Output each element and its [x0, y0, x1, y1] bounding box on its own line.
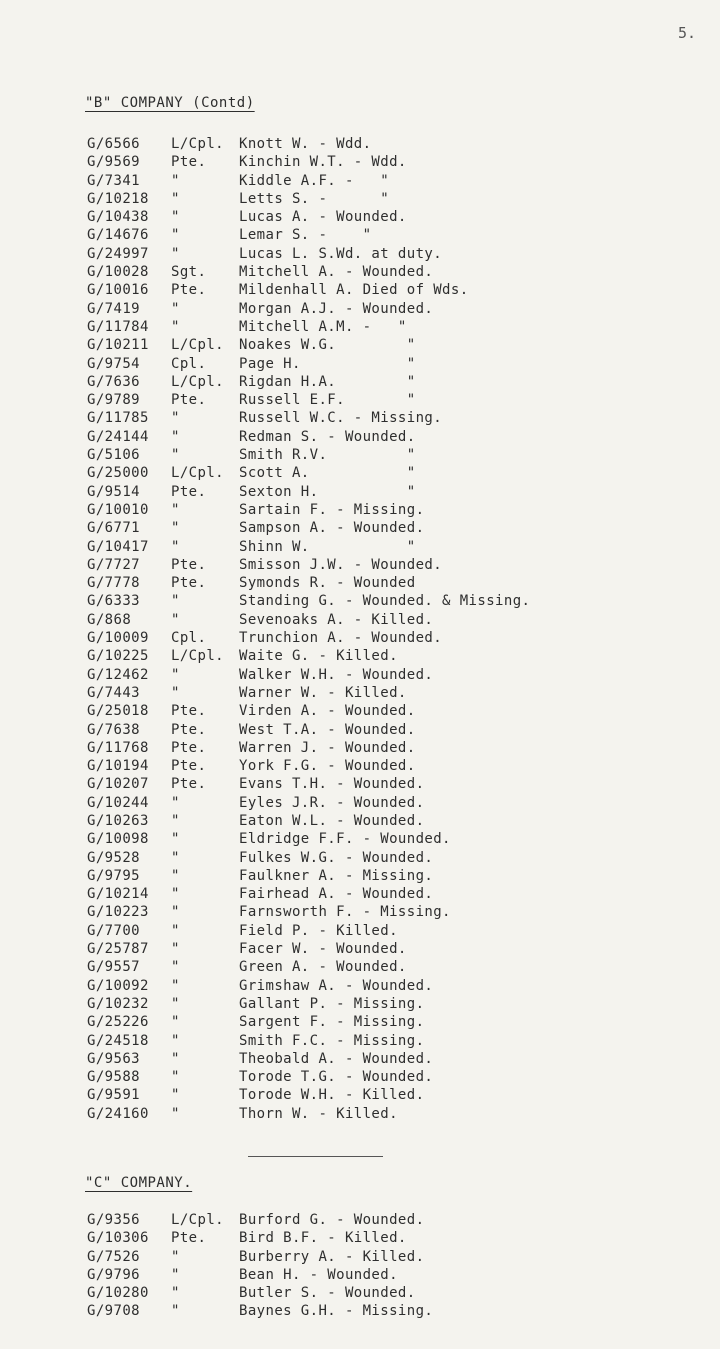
name-and-status: Kiddle A.F. - ": [239, 172, 390, 189]
name-and-status: Burford G. - Wounded.: [239, 1212, 425, 1228]
service-number: G/10207: [87, 776, 149, 793]
rank: Pte.: [171, 154, 207, 171]
service-number: G/9528: [87, 849, 140, 866]
service-number: G/9563: [87, 1050, 140, 1067]
service-number: G/10009: [87, 630, 149, 647]
roll-entry: [87, 501, 530, 519]
name-and-status: Lucas A. - Wounded.: [239, 209, 407, 226]
service-number: G/10211: [87, 337, 149, 354]
service-number: G/24144: [87, 428, 149, 445]
service-number: G/25787: [87, 941, 149, 958]
rank: ": [171, 849, 180, 866]
roll-entry: [87, 794, 530, 812]
rank: ": [171, 941, 180, 958]
service-number: G/10244: [87, 794, 149, 811]
name-and-status: Waite G. - Killed.: [239, 648, 398, 665]
rank: Pte.: [171, 758, 207, 775]
name-and-status: Scott A. ": [239, 465, 416, 482]
rank: ": [171, 1069, 180, 1086]
name-and-status: Bean H. - Wounded.: [239, 1266, 398, 1283]
service-number: G/10263: [87, 812, 149, 829]
name-and-status: Warner W. - Killed.: [239, 684, 407, 701]
service-number: G/9796: [87, 1266, 140, 1283]
service-number: G/9588: [87, 1069, 140, 1086]
roll-entry: [87, 263, 530, 281]
service-number: G/25000: [87, 465, 149, 482]
roll-entry: [87, 885, 530, 903]
name-and-status: Smisson J.W. - Wounded.: [239, 556, 443, 573]
roll-entry: [87, 245, 530, 263]
roll-entry: [87, 721, 530, 739]
service-number: G/11784: [87, 318, 149, 335]
rank: ": [171, 300, 180, 317]
c-company-roll: [87, 1211, 433, 1321]
service-number: G/10232: [87, 995, 149, 1012]
service-number: G/6771: [87, 520, 140, 537]
rank: ": [171, 922, 180, 939]
roll-entry: [87, 1284, 433, 1302]
roll-entry: [87, 849, 530, 867]
roll-entry: [87, 977, 530, 995]
service-number: G/7778: [87, 575, 140, 592]
rank: Pte.: [171, 776, 207, 793]
name-and-status: Warren J. - Wounded.: [239, 739, 416, 756]
service-number: G/6566: [87, 136, 140, 152]
rank: ": [171, 1248, 180, 1265]
service-number: G/9514: [87, 483, 140, 500]
c-company-heading: "C" COMPANY.: [85, 1175, 193, 1191]
name-and-status: Shinn W. ": [239, 538, 416, 555]
service-number: G/10010: [87, 501, 149, 518]
name-and-status: Sartain F. - Missing.: [239, 501, 425, 518]
service-number: G/25018: [87, 703, 149, 720]
name-and-status: Virden A. - Wounded.: [239, 703, 416, 720]
name-and-status: Eldridge F.F. - Wounded.: [239, 831, 451, 848]
roll-entry: [87, 867, 530, 885]
rank: ": [171, 172, 180, 189]
name-and-status: Faulkner A. - Missing.: [239, 867, 434, 884]
service-number: G/10417: [87, 538, 149, 555]
name-and-status: Eyles J.R. - Wounded.: [239, 794, 425, 811]
service-number: G/14676: [87, 227, 149, 244]
name-and-status: Knott W. - Wdd.: [239, 136, 372, 152]
service-number: G/12462: [87, 666, 149, 683]
rank: ": [171, 318, 180, 335]
roll-entry: [87, 153, 530, 171]
name-and-status: Facer W. - Wounded.: [239, 941, 407, 958]
service-number: G/7526: [87, 1248, 140, 1265]
service-number: G/868: [87, 611, 132, 628]
service-number: G/5106: [87, 447, 140, 464]
service-number: G/9708: [87, 1303, 140, 1320]
rank: Pte.: [171, 739, 207, 756]
section-divider: [248, 1156, 383, 1157]
rank: Pte.: [171, 1230, 207, 1247]
service-number: G/10214: [87, 886, 149, 903]
rank: ": [171, 245, 180, 262]
roll-entry: [87, 409, 530, 427]
name-and-status: Fulkes W.G. - Wounded.: [239, 849, 434, 866]
service-number: G/9789: [87, 392, 140, 409]
roll-entry: [87, 135, 530, 153]
service-number: G/10438: [87, 209, 149, 226]
rank: Pte.: [171, 483, 207, 500]
name-and-status: Morgan A.J. - Wounded.: [239, 300, 434, 317]
rank: ": [171, 611, 180, 628]
rank: Sgt.: [171, 264, 207, 281]
name-and-status: Eaton W.L. - Wounded.: [239, 812, 425, 829]
roll-entry: [87, 1248, 433, 1266]
name-and-status: Evans T.H. - Wounded.: [239, 776, 425, 793]
rank: ": [171, 520, 180, 537]
b-company-roll: [87, 135, 530, 1123]
rank: Cpl.: [171, 355, 207, 372]
roll-entry: [87, 464, 530, 482]
service-number: G/7638: [87, 721, 140, 738]
rank: L/Cpl.: [171, 465, 224, 482]
service-number: G/10016: [87, 282, 149, 299]
service-number: G/10194: [87, 758, 149, 775]
rank: ": [171, 447, 180, 464]
rank: ": [171, 1285, 180, 1302]
service-number: G/11785: [87, 410, 149, 427]
roll-entry: [87, 903, 530, 921]
name-and-status: Fairhead A. - Wounded.: [239, 886, 434, 903]
roll-entry: [87, 922, 530, 940]
rank: Pte.: [171, 282, 207, 299]
name-and-status: York F.G. - Wounded.: [239, 758, 416, 775]
service-number: G/10306: [87, 1230, 149, 1247]
name-and-status: Kinchin W.T. - Wdd.: [239, 154, 407, 171]
name-and-status: Field P. - Killed.: [239, 922, 398, 939]
service-number: G/10218: [87, 190, 149, 207]
name-and-status: Sexton H. ": [239, 483, 416, 500]
service-number: G/10098: [87, 831, 149, 848]
service-number: G/7341: [87, 172, 140, 189]
name-and-status: Burberry A. - Killed.: [239, 1248, 425, 1265]
rank: ": [171, 995, 180, 1012]
roll-entry: [87, 1211, 433, 1229]
roll-entry: [87, 1105, 530, 1123]
name-and-status: Russell W.C. - Missing.: [239, 410, 443, 427]
name-and-status: Baynes G.H. - Missing.: [239, 1303, 434, 1320]
roll-entry: [87, 958, 530, 976]
name-and-status: Farnsworth F. - Missing.: [239, 904, 451, 921]
name-and-status: Symonds R. - Wounded: [239, 575, 416, 592]
roll-entry: [87, 1013, 530, 1031]
rank: ": [171, 904, 180, 921]
roll-entry: [87, 1068, 530, 1086]
name-and-status: Lemar S. - ": [239, 227, 372, 244]
rank: Cpl.: [171, 630, 207, 647]
service-number: G/7443: [87, 684, 140, 701]
rank: ": [171, 1105, 180, 1122]
name-and-status: Page H. ": [239, 355, 416, 372]
rank: ": [171, 190, 180, 207]
roll-entry: [87, 666, 530, 684]
roll-entry: [87, 519, 530, 537]
roll-entry: [87, 556, 530, 574]
service-number: G/24518: [87, 1032, 149, 1049]
roll-entry: [87, 483, 530, 501]
roll-entry: [87, 208, 530, 226]
roll-entry: [87, 1266, 433, 1284]
name-and-status: Torode W.H. - Killed.: [239, 1087, 425, 1104]
rank: ": [171, 209, 180, 226]
service-number: G/9591: [87, 1087, 140, 1104]
rank: ": [171, 831, 180, 848]
service-number: G/9356: [87, 1212, 140, 1228]
rank: ": [171, 977, 180, 994]
name-and-status: Mitchell A.M. - ": [239, 318, 407, 335]
rank: ": [171, 1266, 180, 1283]
roll-entry: [87, 428, 530, 446]
service-number: G/10092: [87, 977, 149, 994]
roll-entry: [87, 1050, 530, 1068]
rank: Pte.: [171, 556, 207, 573]
name-and-status: Rigdan H.A. ": [239, 373, 416, 390]
roll-entry: [87, 318, 530, 336]
rank: ": [171, 410, 180, 427]
name-and-status: Standing G. - Wounded. & Missing.: [239, 593, 531, 610]
roll-entry: [87, 995, 530, 1013]
service-number: G/9557: [87, 959, 140, 976]
rank: ": [171, 1303, 180, 1320]
roll-entry: [87, 1086, 530, 1104]
rank: L/Cpl.: [171, 1212, 224, 1228]
roll-entry: [87, 830, 530, 848]
name-and-status: Bird B.F. - Killed.: [239, 1230, 407, 1247]
rank: ": [171, 1087, 180, 1104]
roll-entry: [87, 812, 530, 830]
roll-entry: [87, 739, 530, 757]
name-and-status: Green A. - Wounded.: [239, 959, 407, 976]
service-number: G/11768: [87, 739, 149, 756]
rank: ": [171, 428, 180, 445]
roll-entry: [87, 391, 530, 409]
roll-entry: [87, 611, 530, 629]
name-and-status: Thorn W. - Killed.: [239, 1105, 398, 1122]
page-number: 5.: [678, 24, 697, 42]
name-and-status: Noakes W.G. ": [239, 337, 416, 354]
roll-entry: [87, 226, 530, 244]
rank: L/Cpl.: [171, 337, 224, 354]
name-and-status: Torode T.G. - Wounded.: [239, 1069, 434, 1086]
service-number: G/9754: [87, 355, 140, 372]
rank: Pte.: [171, 703, 207, 720]
rank: ": [171, 1050, 180, 1067]
name-and-status: Lucas L. S.Wd. at duty.: [239, 245, 443, 262]
name-and-status: Walker W.H. - Wounded.: [239, 666, 434, 683]
rank: ": [171, 1032, 180, 1049]
roll-entry: [87, 702, 530, 720]
rank: ": [171, 227, 180, 244]
rank: ": [171, 812, 180, 829]
name-and-status: West T.A. - Wounded.: [239, 721, 416, 738]
service-number: G/25226: [87, 1014, 149, 1031]
rank: ": [171, 538, 180, 555]
service-number: G/10028: [87, 264, 149, 281]
name-and-status: Gallant P. - Missing.: [239, 995, 425, 1012]
roll-entry: [87, 190, 530, 208]
name-and-status: Sevenoaks A. - Killed.: [239, 611, 434, 628]
b-company-heading: "B" COMPANY (Contd): [85, 95, 255, 111]
service-number: G/9795: [87, 867, 140, 884]
rank: ": [171, 794, 180, 811]
name-and-status: Redman S. - Wounded.: [239, 428, 416, 445]
service-number: G/10280: [87, 1285, 149, 1302]
rank: ": [171, 886, 180, 903]
rank: ": [171, 959, 180, 976]
service-number: G/9569: [87, 154, 140, 171]
roll-entry: [87, 355, 530, 373]
name-and-status: Smith R.V. ": [239, 447, 416, 464]
roll-entry: [87, 336, 530, 354]
roll-entry: [87, 629, 530, 647]
name-and-status: Sargent F. - Missing.: [239, 1014, 425, 1031]
service-number: G/10225: [87, 648, 149, 665]
roll-entry: [87, 592, 530, 610]
name-and-status: Mildenhall A. Died of Wds.: [239, 282, 469, 299]
rank: Pte.: [171, 721, 207, 738]
roll-entry: [87, 538, 530, 556]
name-and-status: Russell E.F. ": [239, 392, 416, 409]
rank: ": [171, 501, 180, 518]
roll-entry: [87, 1302, 433, 1320]
name-and-status: Smith F.C. - Missing.: [239, 1032, 425, 1049]
name-and-status: Grimshaw A. - Wounded.: [239, 977, 434, 994]
rank: L/Cpl.: [171, 648, 224, 665]
service-number: G/7636: [87, 373, 140, 390]
roll-entry: [87, 446, 530, 464]
name-and-status: Letts S. - ": [239, 190, 390, 207]
rank: Pte.: [171, 392, 207, 409]
name-and-status: Sampson A. - Wounded.: [239, 520, 425, 537]
service-number: G/6333: [87, 593, 140, 610]
rank: ": [171, 867, 180, 884]
rank: ": [171, 666, 180, 683]
rank: L/Cpl.: [171, 373, 224, 390]
service-number: G/7419: [87, 300, 140, 317]
rank: Pte.: [171, 575, 207, 592]
roll-entry: [87, 775, 530, 793]
roll-entry: [87, 574, 530, 592]
rank: L/Cpl.: [171, 136, 224, 152]
rank: ": [171, 593, 180, 610]
service-number: G/24160: [87, 1105, 149, 1122]
roll-entry: [87, 172, 530, 190]
service-number: G/7700: [87, 922, 140, 939]
name-and-status: Butler S. - Wounded.: [239, 1285, 416, 1302]
roll-entry: [87, 300, 530, 318]
rank: ": [171, 684, 180, 701]
roll-entry: [87, 940, 530, 958]
service-number: G/7727: [87, 556, 140, 573]
service-number: G/24997: [87, 245, 149, 262]
name-and-status: Mitchell A. - Wounded.: [239, 264, 434, 281]
roll-entry: [87, 684, 530, 702]
service-number: G/10223: [87, 904, 149, 921]
rank: ": [171, 1014, 180, 1031]
name-and-status: Trunchion A. - Wounded.: [239, 630, 443, 647]
roll-entry: [87, 1229, 433, 1247]
roll-entry: [87, 373, 530, 391]
roll-entry: [87, 757, 530, 775]
name-and-status: Theobald A. - Wounded.: [239, 1050, 434, 1067]
roll-entry: [87, 647, 530, 665]
roll-entry: [87, 281, 530, 299]
roll-entry: [87, 1032, 530, 1050]
